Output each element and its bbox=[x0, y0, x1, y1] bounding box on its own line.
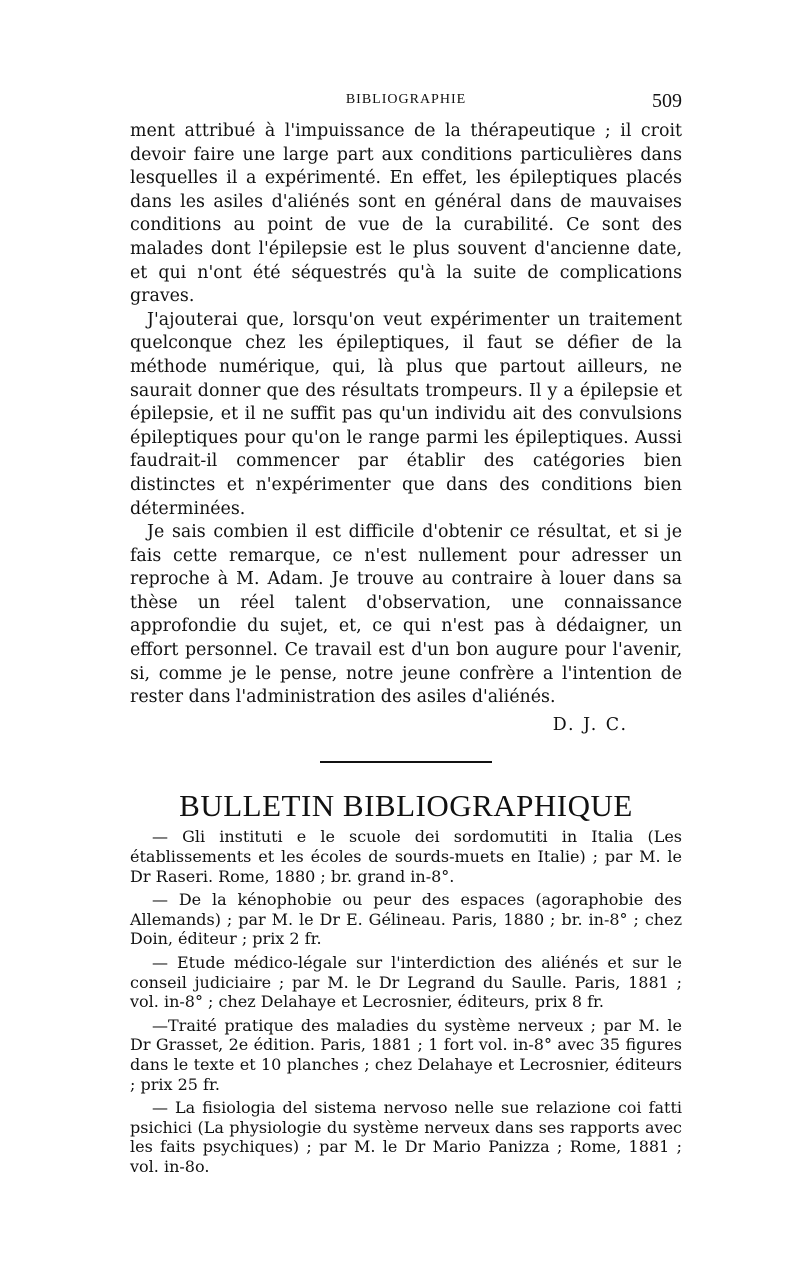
bulletin-entry: — De la kénophobie ou peur des espaces (agoraphobie des Allemands) ; par M. le Dr E. Gélineau. Paris, 1880 ; br. in-8° ; chez Doin, éditeur ; prix 2 fr. bbox=[130, 890, 682, 949]
running-head: BIBLIOGRAPHIE bbox=[345, 92, 467, 107]
review-paragraph: J'ajouterai que, lorsqu'on veut expérimenter un traitement quelconque chez les épileptiques, il faut se défier de la méthode numérique, qui, là plus que partout ailleurs, ne saurait donner que des résultats trompeurs. Il y a épilepsie et épilepsie, et il ne suffit pas qu'un individu ait des convulsions épileptiques pour qu'on le range parmi les épileptiques. Aussi faudrait-il commencer par établir des catégories bien distinctes et n'expérimenter que dans des conditions bien déterminées. bbox=[130, 309, 682, 519]
bulletin-entry: — Etude médico-légale sur l'interdiction des aliénés et sur le conseil judiciaire ; par M. le Dr Legrand du Saulle. Paris, 1881 ; vol. in-8° ; chez Delahaye et Lecrosnier, éditeurs, prix 8 fr. bbox=[130, 953, 682, 1012]
bulletin-title: BULLETIN BIBLIOGRAPHIQUE bbox=[179, 788, 633, 824]
page-body bbox=[130, 120, 682, 1181]
bulletin-entry: — La fisiologia del sistema nervoso nelle sue relazione coi fatti psichici (La physiologie du système nerveux dans ses rapports avec les faits psychiques) ; par M. le Dr Mario Panizza ; Rome, 1881 ; vol. in-8o. bbox=[130, 1098, 682, 1176]
review-signature: D. J. C. bbox=[552, 714, 628, 735]
section-divider bbox=[320, 761, 492, 763]
bulletin-entry: — Gli instituti e le scuole dei sordomutiti in Italia (Les établissements et les écoles de sourds-muets en Italie) ; par M. le Dr Raseri. Rome, 1880 ; br. grand in-8°. bbox=[130, 827, 682, 886]
review-paragraph: ment attribué à l'impuissance de la thérapeutique ; il croit devoir faire une large part aux conditions particulières dans lesquelles il a expérimenté. En effet, les épileptiques placés dans les asiles d'aliénés sont en général dans de mauvaises conditions au point de vue de la curabilité. Ce sont des malades dont l'épilepsie est le plus souvent d'ancienne date, et qui n'ont été séquestrés qu'à la suite de complications graves. bbox=[130, 121, 682, 307]
page-number: 509 bbox=[652, 90, 682, 112]
bulletin-entries bbox=[130, 827, 682, 1176]
bulletin-entry: —Traité pratique des maladies du système nerveux ; par M. le Dr Grasset, 2e édition. Paris, 1881 ; 1 fort vol. in-8° avec 35 figures dans le texte et 10 planches ; chez Delahaye et Lecrosnier, éditeurs ; prix 25 fr. bbox=[130, 1015, 682, 1094]
review-paragraph: Je sais combien il est difficile d'obtenir ce résultat, et si je fais cette remarque, ce n'est nullement pour adresser un reproche à M. Adam. Je trouve au contraire à louer dans sa thèse un réel talent d'observation, une connaissance approfondie du sujet, et, ce qui n'est pas à dédaigner, un effort personnel. Ce travail est d'un bon augure pour l'avenir, si, comme je le pense, notre jeune confrère a l'intention de rester dans l'administration des asiles d'aliénés. bbox=[130, 522, 682, 708]
page-header bbox=[130, 92, 682, 116]
